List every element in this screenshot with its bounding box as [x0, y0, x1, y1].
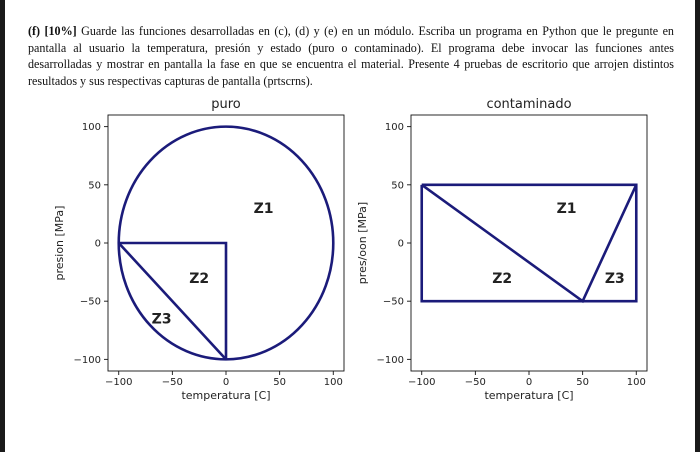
y-tick-label: −100	[376, 354, 404, 366]
y-axis-label: presion [MPa]	[53, 205, 66, 281]
zone-label: Z1	[556, 201, 577, 218]
y-tick-label: 50	[88, 180, 101, 192]
x-tick-label: −100	[104, 377, 133, 388]
zone-label: Z3	[604, 270, 625, 287]
y-tick-label: −100	[73, 354, 101, 366]
phase-boundary-line-2	[119, 243, 226, 359]
y-tick-label: 100	[384, 122, 404, 134]
y-tick-label: 0	[94, 238, 101, 250]
question-body: Guarde las funciones desarrolladas en (c), (d) y (e) en un módulo. Escriba un programa en Python que le pregunte en pantalla al usuario la temperatura, presión y estado (puro o contaminado). El programa debe invocar las funciones antes desarrolladas y mostrar en pantalla la fase en que se encuentra el material. Presente 4 pruebas de escritorio que arrojen distintos resultados y sus respectivas capturas de pantalla (prtscrns).	[28, 24, 674, 88]
chart-0	[53, 97, 344, 402]
x-tick-label: −50	[161, 377, 183, 388]
x-tick-label: 100	[626, 377, 646, 388]
x-tick-label: 50	[273, 377, 287, 388]
y-tick-label: 50	[391, 180, 404, 192]
chart-title: contaminado	[486, 97, 572, 112]
x-tick-label: 0	[222, 377, 230, 388]
y-tick-label: 100	[81, 122, 101, 134]
x-tick-label: −50	[464, 377, 486, 388]
x-tick-label: −100	[407, 377, 436, 388]
zone-label: Z2	[492, 270, 513, 287]
chart-1	[356, 97, 647, 402]
x-axis-label: temperatura [C]	[484, 389, 574, 402]
question-prefix: (f) [10%]	[28, 24, 77, 39]
zone-label: Z3	[151, 311, 172, 328]
x-tick-label: 100	[323, 377, 343, 388]
chart-title: puro	[211, 97, 241, 112]
x-tick-label: 0	[525, 377, 533, 388]
y-tick-label: −50	[79, 296, 101, 308]
zone-label: Z2	[189, 270, 210, 287]
plot-frame	[411, 115, 647, 371]
zone-label: Z1	[253, 201, 274, 218]
y-axis-label: pres/oon [MPa]	[356, 201, 369, 285]
x-tick-label: 50	[576, 377, 590, 388]
y-tick-label: −50	[382, 296, 404, 308]
y-tick-label: 0	[397, 238, 404, 250]
x-axis-label: temperatura [C]	[181, 389, 271, 402]
